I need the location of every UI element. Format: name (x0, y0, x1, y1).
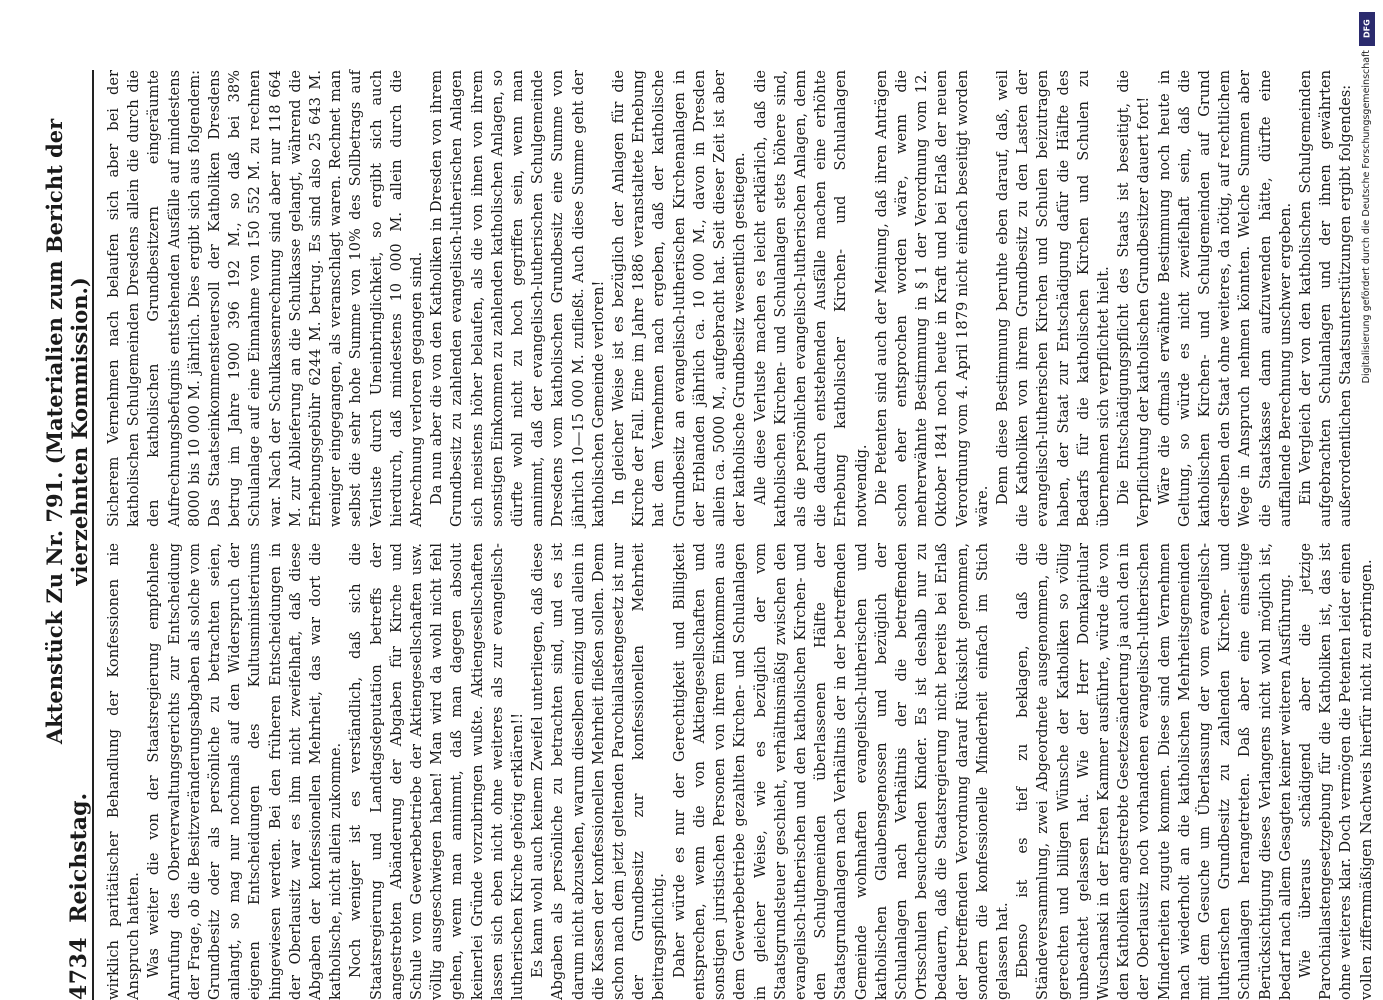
dfg-logo: DFG (1359, 12, 1375, 46)
page-header (42, 70, 94, 1000)
paragraph: Denn diese Bestimmung beruhte eben darauf, daß, weil die Katholiken von ihrem Grundbesitz zu den Lasten der evangelisch-lutherischen Kirchen und Schulen beizutragen haben, der Staat zur Entschädigung dafür die Hälfte des Bedarfs für die katholischen Kirchen und Schulen zu übernehmen sich verpflichtet hielt. (993, 70, 1112, 527)
paragraph: Die Petenten sind auch der Meinung, daß ihren Anträgen schon eher entsprochen worden wäre, wenn die mehrerwähnte Bestimmung in § 1 der Verordnung vom 12. Oktober 1841 noch heute in Kraft und bei Erlaß der neuen Verordnung vom 4. April 1879 nicht einfach beseitigt worden wäre. (872, 70, 991, 527)
paragraph: Wäre die oftmals erwähnte Bestimmung noch heute in Geltung, so würde es nicht zweifelhaft sein, daß die katholischen Kirchen- und Schulgemeinden auf Grund derselben den Staat ohne weiteres, da nötig, auf rechtlichem Wege in Anspruch nehmen könnten. Welche Summen aber die Staatskasse dann aufzuwenden hätte, dürfte eine auffallende Berechnung unschwer ergeben. (1155, 70, 1294, 527)
publication-name: Reichstag. (66, 792, 92, 923)
paragraph: In gleicher Weise ist es bezüglich der Anlagen für die Kirche der Fall. Eine im Jahre 1886 veranstaltete Erhebung hat dem Vernehmen nach ergeben, daß der katholische Grundbesitz an evangelisch-lutherischen Kirchenanlagen in der Erblanden jährlich ca. 10 000 M., davon in Dresden allein ca. 5000 M., aufgebracht hat. Seit dieser Zeit ist aber der katholische Grundbesitz wesentlich gestiegen. (610, 70, 749, 527)
paragraph: Ein Vergleich der von den katholischen Schulgemeinden aufgebrachten Schulanlagen und der ihnen gewährten außerordentlichen Staatsunterstützungen ergibt folgendes: (1296, 70, 1355, 527)
paragraph: Es kann wohl auch keinem Zweifel unterliegen, daß diese Abgaben als persönliche zu betrachten sind, und es ist darum nicht abzusehen, warum dieselben einzig und allein in die Kassen der konfessionellen Mehrheit fließen sollen. Denn schon nach dem jetzt geltenden Parochiallastengesetz ist nur der Grundbesitz zur konfessionellen Mehrheit beitragspflichtig. (529, 543, 668, 1000)
paragraph: Was weiter die von der Staatsregierung empfohlene Anrufung des Oberverwaltungsgerichts zur Entscheidung der Frage, ob die Besitzveränderungsabgaben als solche vom Grundbesitz oder als persönliche zu betrachten seien, anlangt, so mag nur nochmals auf den Widerspruch der eigenen Entscheidungen des Kultusministeriums hingewiesen werden. Bei den früheren Entscheidungen in der Oberlausitz war es ihm nicht zweifelhaft, daß diese Abgaben der konfessionellen Mehrheit, das war dort die katholische, nicht allein zukomme. (145, 543, 345, 1000)
paragraph: Sicherem Vernehmen nach belaufen sich aber bei der katholischen Schulgemeinden Dresdens allein die durch die den katholischen Grundbesitzern eingeräumte Aufrechnungsbefugnis entstehenden Ausfälle auf mindestens 8000 bis 10 000 M. jährlich. Dies ergibt sich aus folgendem: Das Staatseinkommensteuersoll der Katholiken Dresdens betrug im Jahre 1900 396 192 M., so daß bei 38% Schulanlage auf eine Einnahme von 150 552 M. zu rechnen war. Nach der Schulkassenrechnung sind aber nur 118 664 M. zur Ablieferung an die Schulkasse gelangt, während die Erhebungsgebühr 6244 M. betrug. Es sind also 25 643 M. weniger eingegangen, als veranschlagt waren. Rechnet man selbst die sehr hohe Summe von 10% des Sollbetrags auf Verluste durch Uneinbringlichkeit, so ergibt sich auch hierdurch, daß mindestens 10 000 M. allein durch die Abrechnung verloren gegangen sind. (105, 70, 426, 527)
page-number: 4734 (66, 936, 92, 1000)
document-title: Aktenstück Zu Nr. 791. (Materialien zum Bericht der vierzehnten Kommission.) (42, 118, 92, 745)
right-column (104, 70, 1355, 527)
paragraph: Daher würde es nur der Gerechtigkeit und Billigkeit entsprechen, wenn die von Aktiengesellschaften und sonstigen juristischen Personen von ihrem Einkommen aus dem Gewerbebetriebe gezahlten Kirchen- und Schulanlagen in gleicher Weise, wie es bezüglich der vom Staatsgrundsteuer geschieht, verhältnismäßig zwischen den evangelisch-lutherischen und den katholischen Kirchen- und den Schulgemeinden überlassenen Hälfte der Staatsgrundanlagen nach Verhältnis der in der betreffenden Gemeinde wohnhaften evangelisch-lutherischen und katholischen Glaubensgenossen und bezüglich der Schulanlagen nach Verhältnis der die betreffenden Ortsschulen besuchenden Kinder. Es ist deshalb nur zu bedauern, daß die Staatsregierung nicht bereits bei Erlaß der betreffenden Verordnung darauf Rücksicht genommen, sondern die konfessionelle Minderheit einfach im Stich gelassen hat. (670, 543, 1011, 1000)
paragraph: Alle diese Verluste machen es leicht erklärlich, daß die katholischen Kirchen- und Schulanlagen stets höhere sind, als die persönlichen evangelisch-lutherischen Anlagen, denn die dadurch entstehenden Ausfälle machen eine erhöhte Erhebung katholischer Kirchen- und Schulanlagen notwendig. (751, 70, 870, 527)
paragraph: Da nun aber die von den Katholiken in Dresden von ihrem Grundbesitz zu zahlenden evangelisch-lutherischen Anlagen sich meistens höher belaufen, als die von ihnen von ihrem sonstigen Einkommen zu zahlenden katholischen Anlagen, so dürfte wohl nicht zu hoch gegriffen sein, wenn man annimmt, daß der evangelisch-lutherischen Schulgemeinde Dresdens vom katholischen Grundbesitz eine Summe von jährlich 10—15 000 M. zufließt. Auch diese Summe geht der katholischen Gemeinde verloren! (428, 70, 607, 527)
paragraph: Die Entschädigungspflicht des Staats ist beseitigt, die Verpflichtung der katholischen Grundbesitzer dauert fort! (1115, 70, 1153, 527)
left-column (104, 543, 1375, 1000)
digitization-sidebar (1357, 6, 1379, 996)
paragraph: Noch weniger ist es verständlich, daß sich die Staatsregierung und Landtagsdeputation betreffs der angestrebten Abänderung der Abgaben für Kirche und Schule vom Gewerbebetriebe der Aktiengesellschaften usw. völlig ausgeschwiegen haben! Man wird da wohl nicht fehl gehen, wenn man annimmt, daß man dagegen absolut keinerlei Gründe vorzubringen wußte. Aktiengesellschaften lassen sich eben nicht ohne weiteres als zur evangelisch-lutherischen Kirche gehörig erklären!! (347, 543, 527, 1000)
paragraph: wirklich paritätischer Behandlung der Konfessionen nie Anspruch hatten. (105, 543, 143, 1000)
paragraph: Ebenso ist es tief zu beklagen, daß die Ständeversammlung, zwei Abgeordnete ausgenommen, die gerechten und billigen Wünsche der Katholiken so völlig unbeachtet gelassen hat. Wie der Herr Domkapitular Wuschanski in der Ersten Kammer ausführte, würde die von den Katholiken angestrebte Gesetzesänderung ja auch den in der Oberlausitz noch vorhandenen evangelisch-lutherischen Minderheiten zugute kommen. Diese sind dem Vernehmen nach wiederholt an die katholischen Mehrheitsgemeinden mit dem Gesuche um Überlassung der vom evangelisch-lutherischen Grundbesitz zu zahlenden Kirchen- und Schulanlagen herangetreten. Daß aber eine einseitige Berücksichtigung dieses Verlangens nicht wohl möglich ist, bedarf nach allem Gesagten keiner weiteren Ausführung. (1014, 543, 1294, 1000)
paragraph: Wie überaus schädigend aber die jetzige Parochiallastengesetzgebung für die Katholiken ist, das ist ohne weiteres klar. Doch vermögen die Petenten leider einen vollen ziffernmäßigen Nachweis hierfür nicht zu erbringen. (1296, 543, 1375, 1000)
funding-note: Digitalisierung gefördert durch die Deutsche Forschungsgemeinschaft (1361, 50, 1372, 384)
